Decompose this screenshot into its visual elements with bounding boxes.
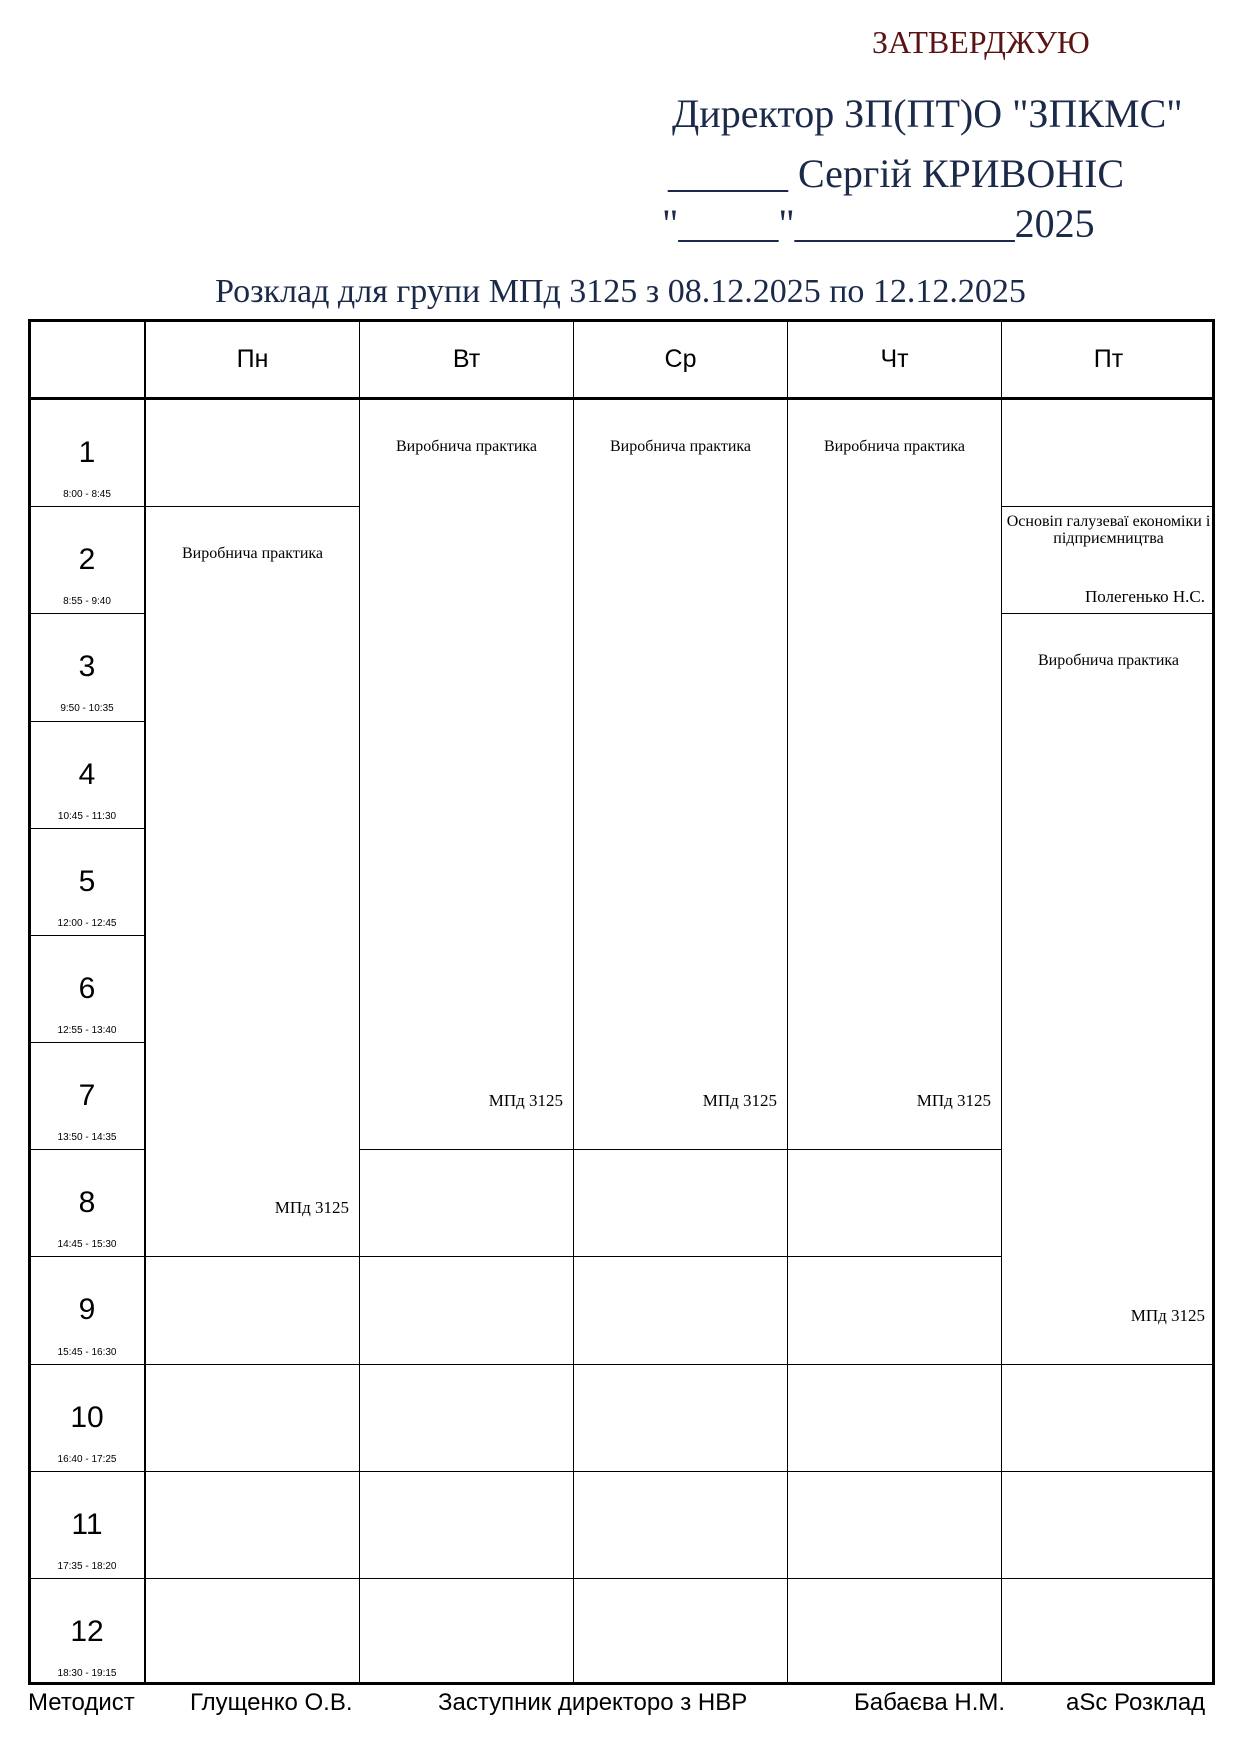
period-cell	[28, 613, 145, 720]
approval-date-line: "_____"___________2025	[662, 201, 1095, 246]
lesson-block[interactable]	[573, 399, 787, 1149]
period-cell	[28, 721, 145, 828]
day-header: Ср	[573, 319, 787, 399]
period-time: 10:45 - 11:30	[57, 810, 117, 822]
period-number: 8	[78, 1186, 96, 1220]
schedule-slot	[145, 1578, 359, 1685]
lesson-subject: Виробнича практика	[823, 438, 966, 455]
schedule-slot	[573, 1256, 787, 1363]
period-number: 12	[70, 1614, 104, 1648]
lesson-subject: Виробнича практика	[609, 438, 752, 455]
period-time: 16:40 - 17:25	[57, 1453, 117, 1465]
lesson-subject: Виробнича практика	[181, 545, 324, 563]
schedule-slot	[145, 1471, 359, 1578]
schedule-slot	[1001, 1578, 1215, 1685]
period-cell	[28, 1578, 145, 1685]
period-time: 8:00 - 8:45	[63, 489, 111, 501]
schedule-slot	[359, 1578, 573, 1685]
period-number: 2	[78, 543, 96, 577]
lesson-block[interactable]	[787, 399, 1001, 1149]
approval-heading: ЗАТВЕРДЖУЮ	[872, 24, 1090, 60]
lesson-group: МПд 3125	[488, 1091, 563, 1111]
lesson-subject: Основіп галузеваї економіки і підприємництва	[1006, 513, 1211, 548]
period-cell	[28, 1149, 145, 1256]
period-cell	[28, 828, 145, 935]
period-cell	[28, 1256, 145, 1363]
schedule-slot	[1001, 1364, 1215, 1471]
period-time: 17:35 - 18:20	[57, 1560, 117, 1572]
period-number: 1	[78, 436, 96, 469]
schedule-slot	[787, 1364, 1001, 1471]
period-cell	[28, 1042, 145, 1149]
deputy-label: Заступник директоро з НВР	[438, 1689, 748, 1716]
day-header: Вт	[359, 319, 573, 399]
schedule-slot	[787, 1149, 1001, 1256]
schedule-slot	[573, 1149, 787, 1256]
lesson-block[interactable]	[359, 399, 573, 1149]
schedule-slot	[787, 1256, 1001, 1363]
schedule-slot	[359, 1364, 573, 1471]
lesson-teacher: Полегенько Н.С.	[1085, 587, 1205, 607]
software-credit: aSc Розклад	[1066, 1689, 1206, 1716]
period-cell	[28, 935, 145, 1042]
schedule-slot	[145, 1364, 359, 1471]
period-time: 15:45 - 16:30	[57, 1346, 117, 1358]
period-time: 12:55 - 13:40	[57, 1025, 117, 1036]
lesson-block[interactable]	[145, 506, 359, 1256]
period-time: 18:30 - 19:15	[57, 1668, 117, 1680]
period-number: 10	[70, 1400, 104, 1434]
period-cell	[28, 1471, 145, 1578]
schedule-slot	[145, 1256, 359, 1363]
schedule-slot	[573, 1364, 787, 1471]
schedule-slot	[359, 1149, 573, 1256]
schedule-slot	[1001, 1471, 1215, 1578]
methodist-name: Глущенко О.В.	[190, 1689, 353, 1716]
header-corner	[28, 319, 145, 399]
period-number: 9	[78, 1293, 96, 1327]
period-number: 3	[78, 650, 96, 684]
day-header: Чт	[787, 319, 1001, 399]
lesson-group: МПд 3125	[916, 1091, 991, 1111]
schedule-slot	[1001, 399, 1215, 506]
lesson-block[interactable]	[1001, 613, 1215, 1363]
lesson-group: МПд 3125	[1130, 1305, 1205, 1325]
schedule-slot	[573, 1578, 787, 1685]
period-time: 9:50 - 10:35	[60, 703, 114, 715]
period-number: 6	[78, 971, 96, 1005]
schedule-title: Розклад для групи МПд 3125 з 08.12.2025 по 12.12.2025	[215, 273, 1026, 310]
schedule-slot	[145, 399, 359, 506]
period-time: 14:45 - 15:30	[57, 1239, 117, 1251]
day-header: Пт	[1001, 319, 1215, 399]
period-cell	[28, 506, 145, 613]
period-number: 5	[78, 864, 96, 898]
schedule-slot	[787, 1578, 1001, 1685]
period-number: 7	[78, 1079, 96, 1113]
period-number: 11	[71, 1507, 103, 1541]
schedule-slot	[359, 1256, 573, 1363]
period-number: 4	[78, 757, 96, 791]
director-title: Директор ЗП(ПТ)О "ЗПКМС"	[672, 91, 1183, 136]
schedule-slot	[573, 1471, 787, 1578]
deputy-name: Бабаєва Н.М.	[854, 1689, 1006, 1716]
director-signature-line: ______ Сергій КРИВОНІС	[668, 151, 1125, 196]
lesson-subject: Виробнича практика	[395, 438, 538, 455]
lesson-group: МПд 3125	[274, 1198, 349, 1218]
period-time: 12:00 - 12:45	[57, 917, 117, 929]
schedule-slot	[359, 1471, 573, 1578]
lesson-subject: Виробнича практика	[1037, 652, 1180, 670]
period-cell	[28, 399, 145, 506]
methodist-label: Методист	[28, 1689, 135, 1716]
schedule-grid	[28, 319, 1215, 1685]
period-cell	[28, 1364, 145, 1471]
period-time: 8:55 - 9:40	[63, 596, 111, 608]
footer	[0, 1689, 1241, 1719]
lesson-group: МПд 3125	[702, 1091, 777, 1111]
schedule-slot	[787, 1471, 1001, 1578]
day-header: Пн	[145, 319, 359, 399]
period-time: 13:50 - 14:35	[57, 1132, 117, 1144]
lesson-block[interactable]	[1001, 506, 1215, 613]
